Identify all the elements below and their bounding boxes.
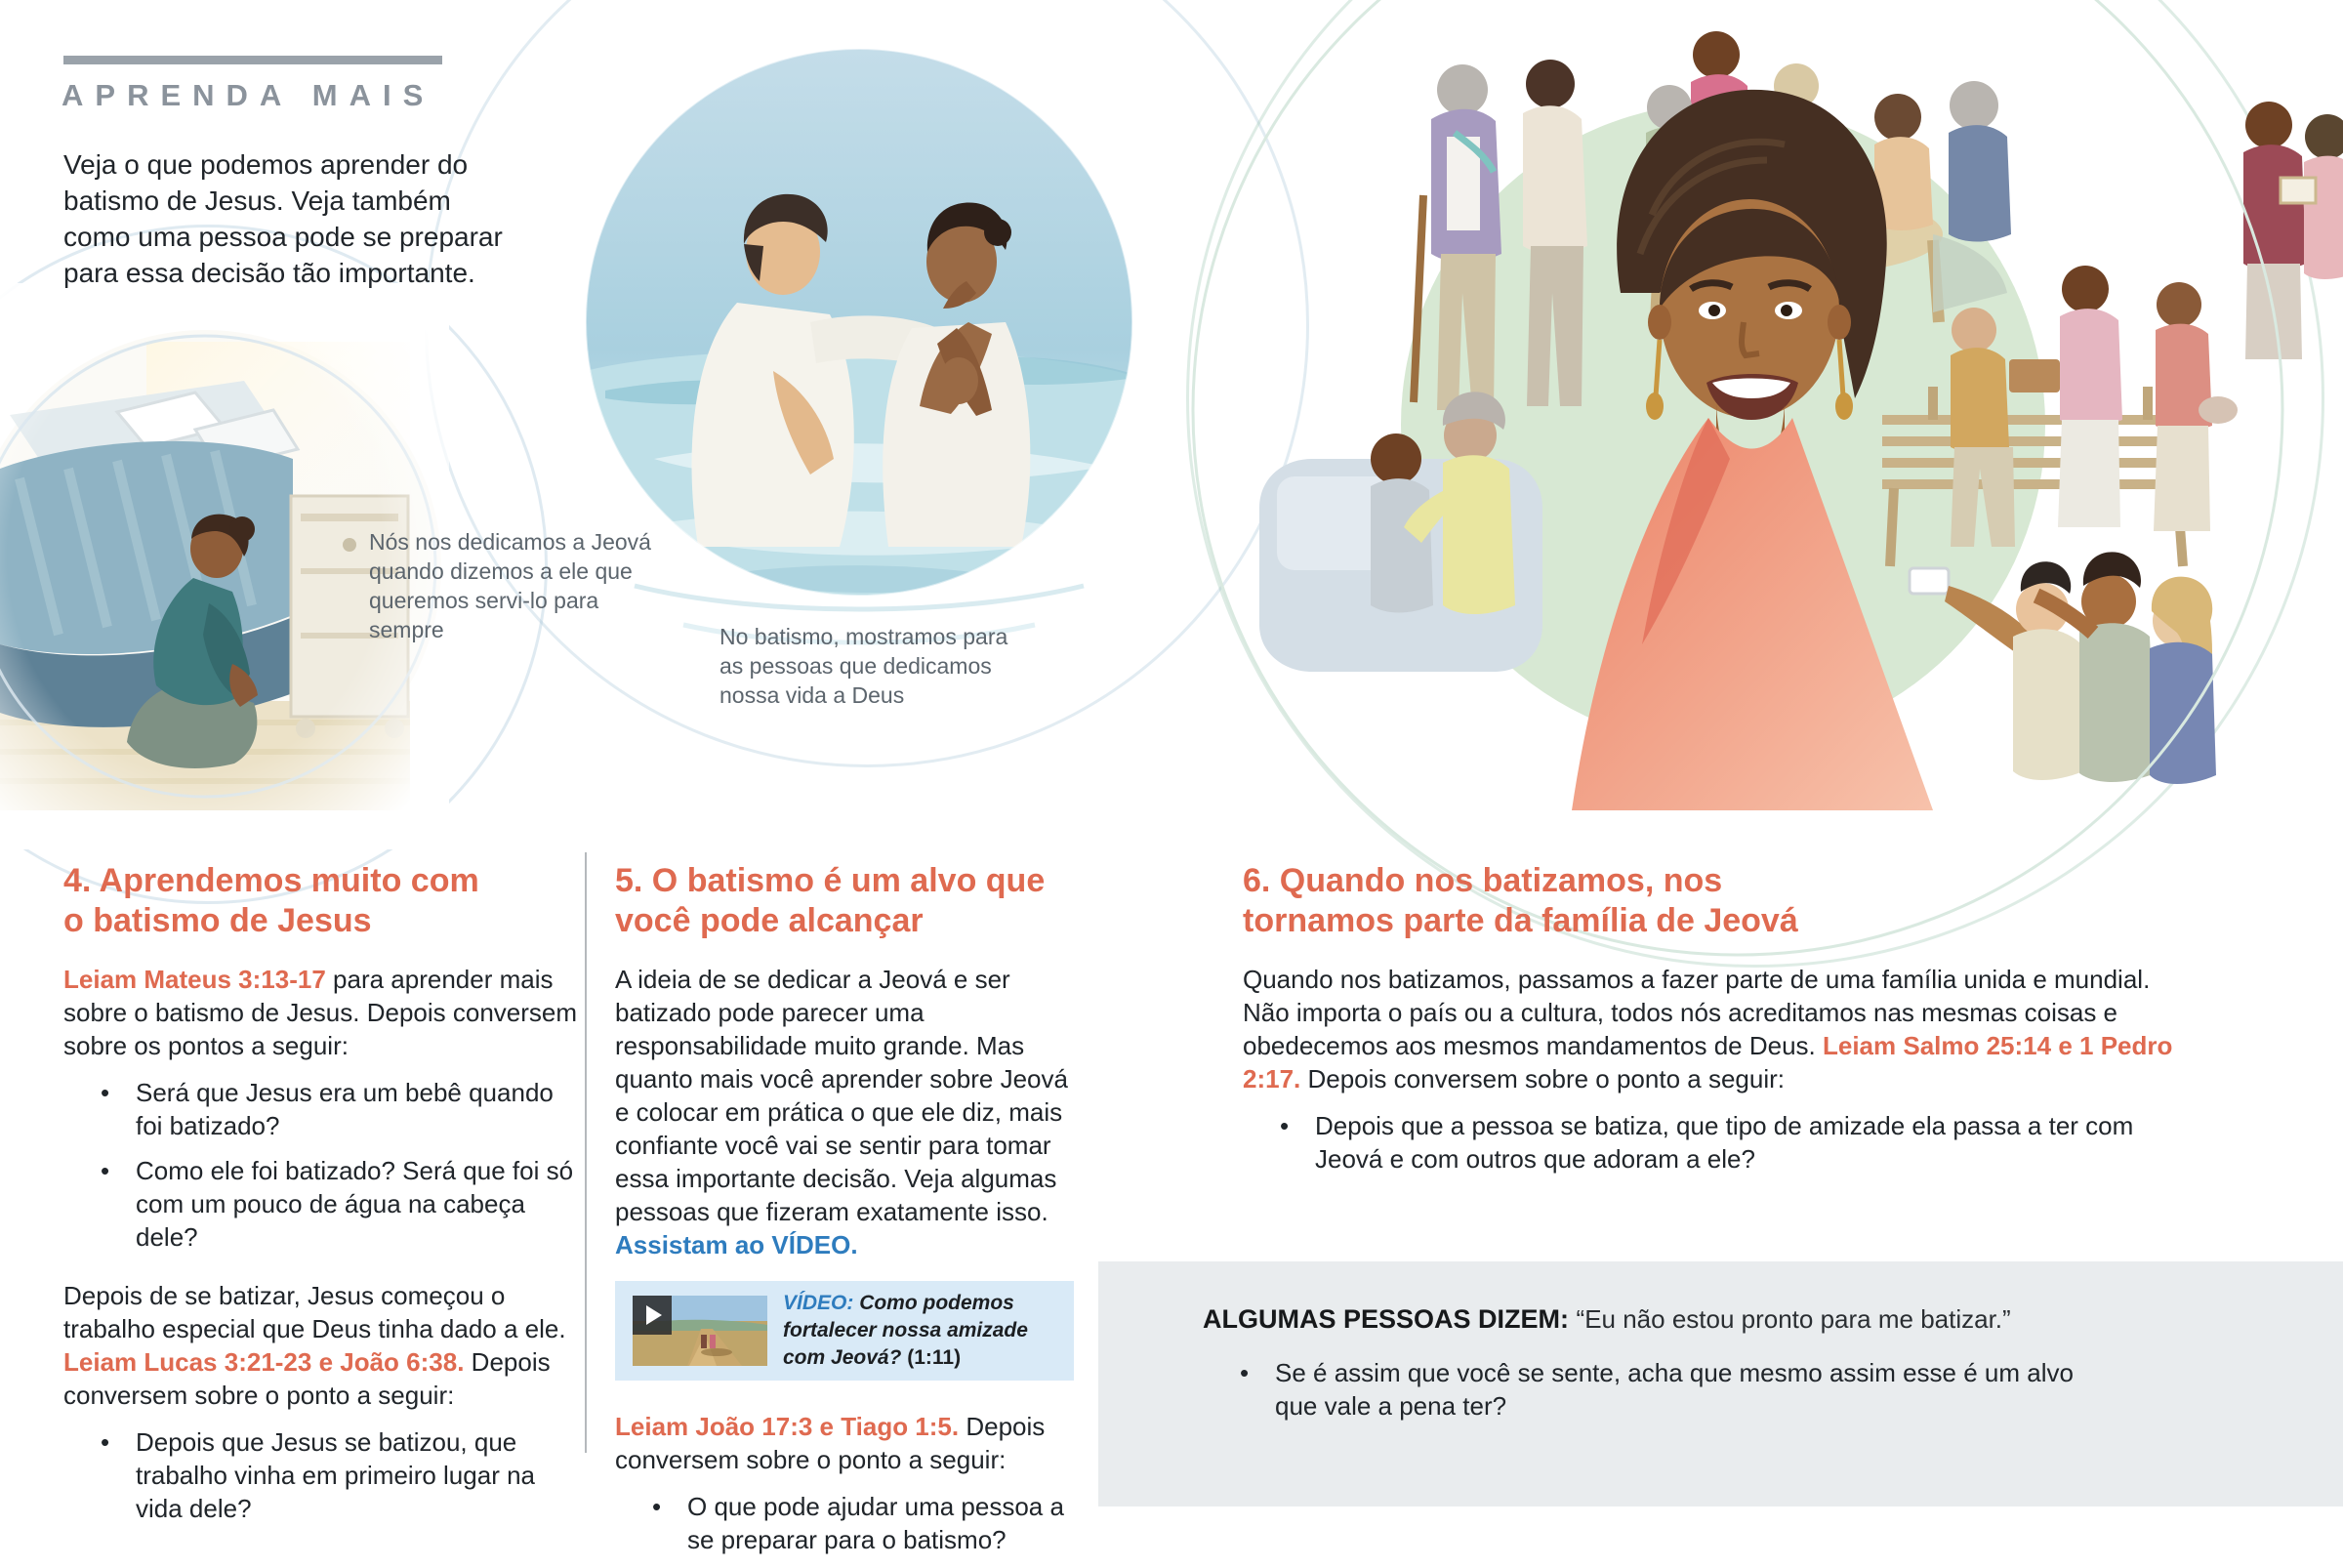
scripture-link-lucas-joao[interactable]: Leiam Lucas 3:21-23 e João 6:38.	[63, 1347, 465, 1377]
section-4-bullets	[63, 1076, 579, 1254]
bullet-dot: •	[1280, 1111, 1290, 1140]
bullet-dot: •	[101, 1156, 110, 1185]
video-duration: (1:11)	[907, 1346, 962, 1369]
illustration-woman-praying	[0, 322, 410, 810]
caption-line: nossa vida a Deus	[719, 682, 905, 708]
section-6-paragraph-1: Quando nos batizamos, passamos a fazer parte de uma família unida e mundial. Não importa o país ou a cultura, todos nós acreditamos nas mesmas coisas e obedecemos aos mesmos mandamentos de Deus. Leiam Salmo 25:14 e 1 Pedro 2:17. Depois conversem sobre o ponto a seguir:	[1243, 965, 2173, 1093]
scripture-link-salmo-pedro[interactable]: Leiam Salmo 25:14 e 1 Pedro 2:17.	[1243, 1031, 2173, 1093]
video-label: VÍDEO:	[783, 1292, 860, 1314]
caption-baptism	[719, 622, 1012, 710]
bullet-dot: •	[101, 1078, 110, 1107]
bullet-item: • Como ele foi batizado? Será que foi só com um pouco de água na cabeça dele?	[101, 1156, 574, 1252]
caption-line: queremos servi-lo para sempre	[369, 588, 599, 642]
scripture-link-joao-tiago[interactable]: Leiam João 17:3 e Tiago 1:5.	[615, 1412, 960, 1441]
section-4-title: 4. Aprendemos muito com o batismo de Jesus	[63, 862, 479, 939]
section-4	[63, 861, 579, 1537]
kicker-bar	[63, 56, 442, 64]
section-4-paragraph-2: Depois de se batizar, Jesus começou o trabalho especial que Deus tinha dado a ele. Leiam Lucas 3:21-23 e João 6:38. Depois conversem sobre o ponto a seguir:	[63, 1281, 566, 1410]
section-5-paragraph-2: Leiam João 17:3 e Tiago 1:5. Depois conversem sobre o ponto a seguir:	[615, 1412, 1046, 1474]
caption-line: No batismo, mostramos para	[719, 624, 1008, 649]
video-box	[615, 1281, 1074, 1381]
some-people-say-box	[1098, 1261, 2343, 1506]
video-caption	[783, 1290, 1074, 1372]
bullet-item: • Se é assim que você se sente, acha que mesmo assim esse é um alvo que vale a pena ter?	[1240, 1358, 2074, 1421]
caption-line: Nós nos dedicamos a Jeová	[369, 529, 651, 555]
scripture-link-mateus[interactable]: Leiam Mateus 3:13-17	[63, 965, 326, 994]
section-6	[1243, 861, 2180, 1187]
some-people-say-quote: “Eu não estou pronto para me batizar.”	[1576, 1304, 2011, 1334]
intro-text: Veja o que podemos aprender do batismo de Jesus. Veja também como uma pessoa pode se preparar para essa decisão tão importante.	[63, 149, 503, 288]
kicker-title: APRENDA MAIS	[62, 78, 435, 112]
caption-line: quando dizemos a ele que	[369, 558, 633, 584]
bullet-item: • O que pode ajudar uma pessoa a se preparar para o batismo?	[652, 1492, 1064, 1554]
caption-line: as pessoas que dedicamos	[719, 653, 992, 679]
bullet-item: • Depois que Jesus se batizou, que trabalho vinha em primeiro lugar na vida dele?	[101, 1427, 535, 1523]
scene-sharing-literature	[2243, 102, 2343, 359]
bullet-dot: •	[101, 1427, 110, 1457]
section-4-paragraph-1: Leiam Mateus 3:13-17 para aprender mais sobre o batismo de Jesus. Depois conversem sobre os pontos a seguir:	[63, 965, 578, 1060]
some-people-say-heading: ALGUMAS PESSOAS DIZEM: “Eu não estou pronto para me batizar.”	[1203, 1304, 2011, 1334]
section-5-title: 5. O batismo é um alvo que você pode alcançar	[615, 862, 1046, 939]
bullet-dot: •	[652, 1492, 662, 1521]
illustration-family-collage	[1250, 0, 2343, 810]
play-icon[interactable]	[633, 1296, 672, 1335]
caption-dedication	[369, 527, 672, 644]
bullet-item: • Será que Jesus era um bebê quando foi batizado?	[101, 1078, 554, 1140]
section-5-paragraph-1: A ideia de se dedicar a Jeová e ser batizado pode parecer uma responsabilidade muito grande. Mas quanto mais você aprender sobre Jeová e colocar em prática o que ele diz, mais confiante você vai se sentir para tomar essa importante decisão. Veja algumas pessoas que fizeram exatamente isso. Assistam ao VÍDEO.	[615, 965, 1068, 1259]
video-title[interactable]: Como podemos fortalecer nossa amizade com Jeová?	[783, 1292, 1028, 1369]
section-6-title: 6. Quando nos batizamos, nos tornamos parte da família de Jeová	[1243, 862, 1798, 939]
section-5	[615, 861, 1084, 1568]
column-divider	[585, 852, 587, 1453]
watch-video-link[interactable]: Assistam ao VÍDEO.	[615, 1230, 858, 1259]
bullet-item: • Depois que a pessoa se batiza, que tipo de amizade ela passa a ter com Jeová e com outros que adoram a ele?	[1280, 1111, 2134, 1174]
bullet-dot: •	[1240, 1358, 1250, 1387]
video-thumbnail[interactable]	[633, 1296, 767, 1366]
